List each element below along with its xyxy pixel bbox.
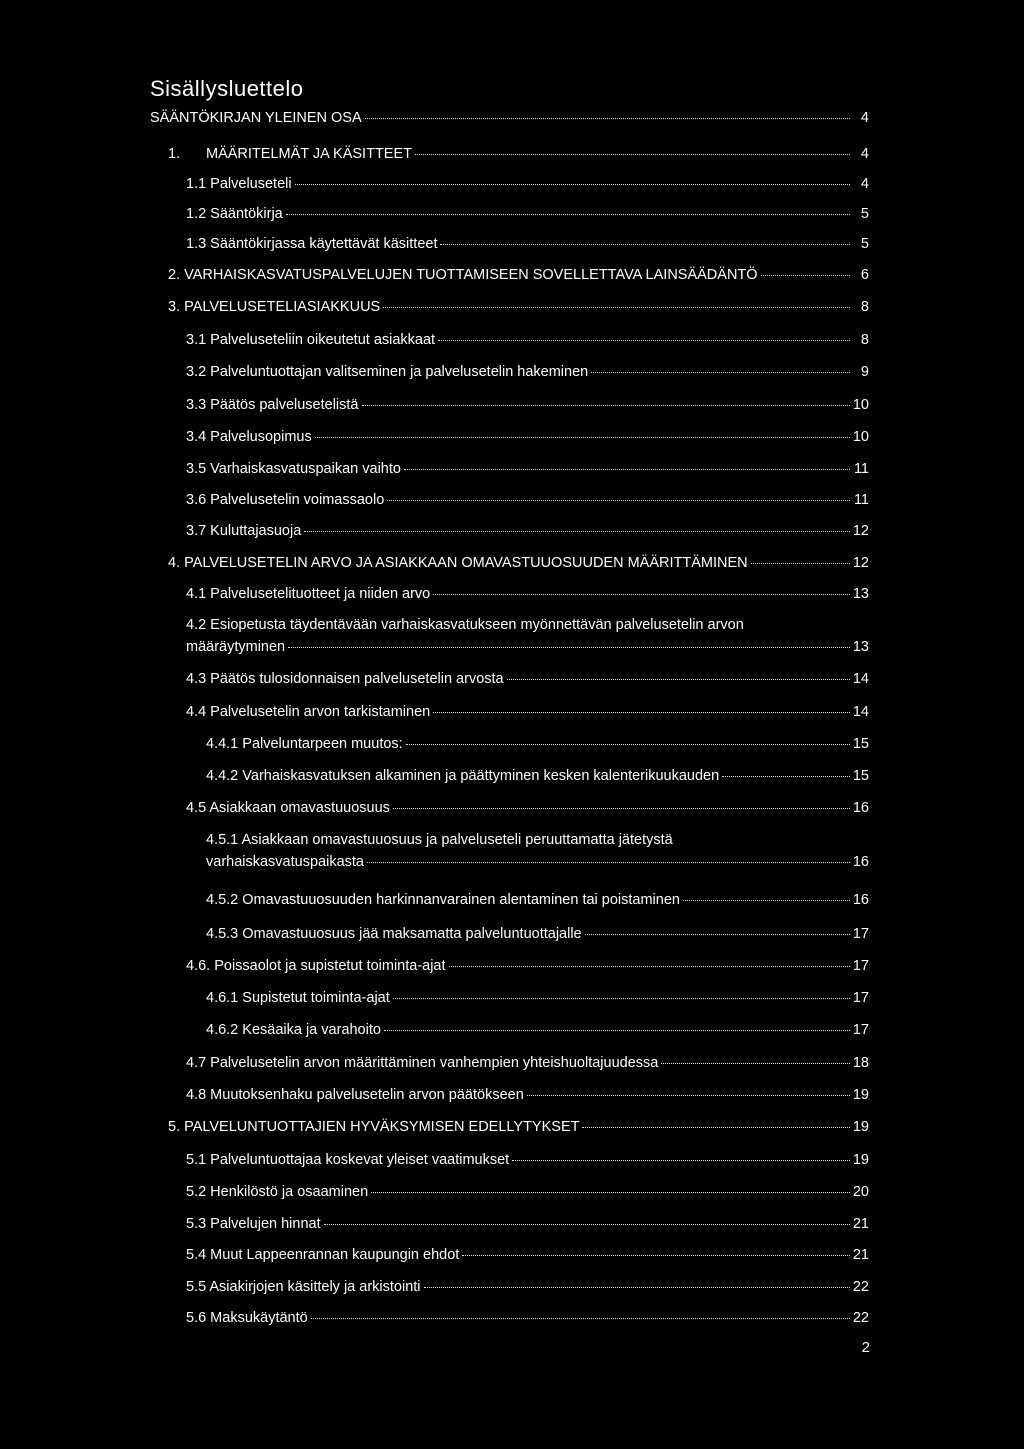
toc-entry-page: 17	[852, 958, 869, 974]
dot-leader	[440, 242, 850, 245]
dot-leader	[683, 898, 850, 901]
toc-entry-label: 1.2 Sääntökirja	[186, 206, 283, 222]
toc-entry-page: 14	[852, 671, 869, 687]
toc-entry-label: 3. PALVELUSETELIASIAKKUUS	[168, 299, 381, 315]
toc-entry-page: 22	[852, 1279, 869, 1295]
toc-entry[interactable]	[186, 1276, 869, 1298]
toc-entry-page: 15	[852, 768, 869, 784]
toc-entry-label: 4.1 Palvelusetelituotteet ja niiden arvo	[186, 586, 431, 602]
toc-entry[interactable]	[186, 203, 869, 225]
toc-entry[interactable]	[206, 765, 869, 787]
toc-entry[interactable]	[186, 520, 869, 542]
dot-leader	[582, 1125, 849, 1128]
toc-entry-label: 3.3 Päätös palvelusetelistä	[186, 397, 359, 413]
toc-entry[interactable]	[186, 701, 869, 723]
dot-leader	[661, 1061, 850, 1064]
toc-entry[interactable]	[186, 955, 869, 977]
dot-leader	[438, 338, 850, 341]
toc-entry-label: 3.6 Palvelusetelin voimassaolo	[186, 492, 385, 508]
toc-entry-page: 16	[852, 854, 869, 870]
dot-leader	[288, 645, 850, 648]
toc-entry[interactable]	[206, 889, 869, 911]
toc-entry-page: 17	[852, 926, 869, 942]
toc-entry[interactable]	[186, 668, 869, 690]
dot-leader	[591, 370, 850, 373]
dot-leader	[415, 152, 850, 155]
toc-entry[interactable]	[186, 614, 869, 658]
toc-entry-page: 11	[853, 492, 869, 508]
toc-entry-page: 9	[860, 364, 869, 380]
toc-entry-page: 19	[852, 1152, 869, 1168]
dot-leader	[365, 116, 850, 119]
dot-leader	[449, 964, 850, 967]
toc-entry-label: 4.6.2 Kesäaika ja varahoito	[206, 1022, 381, 1038]
toc-entry[interactable]	[186, 1244, 869, 1266]
toc-entry-page: 21	[852, 1216, 869, 1232]
toc-entry-page: 16	[852, 800, 869, 816]
dot-leader	[315, 435, 850, 438]
toc-entry-label: 3.1 Palveluseteliin oikeutetut asiakkaat	[186, 332, 436, 348]
toc-entry-page: 14	[852, 704, 869, 720]
dot-leader	[393, 806, 850, 809]
dot-leader	[384, 1028, 850, 1031]
dot-leader	[424, 1285, 850, 1288]
toc-entry[interactable]	[150, 107, 869, 129]
dot-leader	[367, 860, 850, 863]
toc-entry[interactable]	[186, 797, 869, 819]
dot-leader	[433, 592, 850, 595]
toc-entry[interactable]	[186, 233, 869, 255]
dot-leader	[387, 498, 850, 501]
toc-entry-page: 20	[852, 1184, 869, 1200]
toc-entry-page: 16	[852, 892, 869, 908]
toc-entry-label: 4.7 Palvelusetelin arvon määrittäminen vanhempien yhteishuoltajuudessa	[186, 1055, 659, 1071]
toc-entry-label: 3.5 Varhaiskasvatuspaikan vaihto	[186, 461, 401, 477]
dot-leader	[462, 1253, 850, 1256]
toc-entry-page: 10	[852, 429, 869, 445]
dot-leader	[311, 1316, 850, 1319]
toc-entry-page: 17	[852, 1022, 869, 1038]
toc-entry[interactable]	[206, 987, 869, 1009]
toc-entry-page: 5	[860, 236, 869, 252]
toc-entry[interactable]	[186, 1181, 869, 1203]
toc-entry-page: 22	[852, 1310, 869, 1326]
toc-entry-page: 19	[852, 1119, 869, 1135]
toc-entry[interactable]	[186, 1307, 869, 1329]
toc-title: Sisällysluettelo	[150, 76, 304, 101]
toc-entry[interactable]	[186, 361, 869, 383]
toc-entry-label: 4.4.1 Palveluntarpeen muutos:	[206, 736, 403, 752]
toc-entry[interactable]	[186, 1149, 869, 1171]
dot-leader	[324, 1222, 850, 1225]
toc-entry-label: MÄÄRITELMÄT JA KÄSITTEET	[206, 146, 412, 162]
toc-entry-label: 4.5.1 Asiakkaan omavastuuosuus ja palveluseteli peruuttamatta jätetystä	[206, 832, 673, 848]
dot-leader	[393, 996, 850, 999]
toc-entry-page: 4	[860, 146, 869, 162]
toc-entry[interactable]	[168, 296, 869, 318]
toc-entry-label: 4.5 Asiakkaan omavastuuosuus	[186, 800, 390, 816]
toc-entry-label: 3.7 Kuluttajasuoja	[186, 523, 302, 539]
toc-entry-label: 5.5 Asiakirjojen käsittely ja arkistointi	[186, 1279, 421, 1295]
toc-entry-page: 8	[860, 299, 869, 315]
toc-entry-page: 8	[860, 332, 869, 348]
toc-entry-page: 18	[852, 1055, 869, 1071]
toc-entry-label-continued: varhaiskasvatuspaikasta	[206, 854, 364, 870]
toc-entry-page: 17	[852, 990, 869, 1006]
toc-entry[interactable]	[168, 143, 869, 165]
toc-entry[interactable]	[206, 733, 869, 755]
toc-entry[interactable]	[186, 458, 869, 480]
toc-entry-label: 2. VARHAISKASVATUSPALVELUJEN TUOTTAMISEEN SOVELLETTAVA LAINSÄÄDÄNTÖ	[168, 267, 758, 283]
dot-leader	[362, 403, 850, 406]
dot-leader	[406, 742, 850, 745]
toc-entry-label: 1.3 Sääntökirjassa käytettävät käsitteet	[186, 236, 438, 252]
toc-entry[interactable]	[186, 173, 869, 195]
toc-entry-page: 19	[852, 1087, 869, 1103]
toc-entry-label: 3.4 Palvelusopimus	[186, 429, 312, 445]
toc-entry-number: 1.	[168, 146, 181, 162]
toc-entry-page: 11	[853, 461, 869, 477]
toc-entry-label: 4.2 Esiopetusta täydentävään varhaiskasvatukseen myönnettävän palvelusetelin arvon	[186, 617, 744, 633]
toc-entry-page: 13	[852, 586, 869, 602]
toc-entry-page: 6	[860, 267, 869, 283]
toc-entry-label: 1.1 Palveluseteli	[186, 176, 292, 192]
toc-entry-label: 4.4.2 Varhaiskasvatuksen alkaminen ja päättyminen kesken kalenterikuukauden	[206, 768, 720, 784]
dot-leader	[371, 1190, 850, 1193]
toc-entry[interactable]	[186, 329, 869, 351]
toc-entry[interactable]	[186, 489, 869, 511]
toc-entry-label: 4.8 Muutoksenhaku palvelusetelin arvon päätökseen	[186, 1087, 524, 1103]
toc-entry[interactable]	[186, 583, 869, 605]
toc-entry[interactable]	[186, 1213, 869, 1235]
toc-entry-label: 5.3 Palvelujen hinnat	[186, 1216, 321, 1232]
toc-entry-label: SÄÄNTÖKIRJAN YLEINEN OSA	[150, 110, 362, 126]
toc-entry-label: 4.5.2 Omavastuuosuuden harkinnanvarainen alentaminen tai poistaminen	[206, 892, 680, 908]
toc-entry-page: 5	[860, 206, 869, 222]
toc-entry-label: 4. PALVELUSETELIN ARVO JA ASIAKKAAN OMAVASTUUOSUUDEN MÄÄRITTÄMINEN	[168, 555, 748, 571]
toc-entry-page: 12	[852, 555, 869, 571]
dot-leader	[512, 1158, 850, 1161]
toc-entry[interactable]	[186, 426, 869, 448]
toc-entry[interactable]	[186, 1084, 869, 1106]
dot-leader	[722, 774, 850, 777]
toc-entry-label: 4.5.3 Omavastuuosuus jää maksamatta palveluntuottajalle	[206, 926, 582, 942]
dot-leader	[304, 529, 850, 532]
dot-leader	[383, 305, 850, 308]
dot-leader	[295, 182, 850, 185]
toc-entry-label: 4.6.1 Supistetut toiminta-ajat	[206, 990, 390, 1006]
toc-entry[interactable]	[186, 1052, 869, 1074]
toc-entry-label: 5.6 Maksukäytäntö	[186, 1310, 308, 1326]
toc-entry[interactable]	[168, 1116, 869, 1138]
dot-leader	[527, 1093, 850, 1096]
dot-leader	[433, 710, 850, 713]
toc-entry[interactable]	[206, 829, 869, 873]
toc-entry-label: 5.4 Muut Lappeenrannan kaupungin ehdot	[186, 1247, 460, 1263]
toc-entry-label: 5.1 Palveluntuottajaa koskevat yleiset vaatimukset	[186, 1152, 510, 1168]
dot-leader	[751, 561, 850, 564]
toc-entry[interactable]	[186, 394, 869, 416]
toc-entry-label: 5. PALVELUNTUOTTAJIEN HYVÄKSYMISEN EDELLYTYKSET	[168, 1119, 580, 1135]
toc-entry-page: 4	[860, 176, 869, 192]
toc-entry-page: 13	[852, 639, 869, 655]
toc-entry-label: 4.3 Päätös tulosidonnaisen palvelusetelin arvosta	[186, 671, 504, 687]
toc-entry-label: 5.2 Henkilöstö ja osaaminen	[186, 1184, 369, 1200]
dot-leader	[507, 677, 850, 680]
toc-entry[interactable]	[206, 1019, 869, 1041]
dot-leader	[761, 273, 850, 276]
toc-entry-page: 12	[852, 523, 869, 539]
toc-entry[interactable]	[168, 264, 869, 286]
toc-entry-label-continued: määräytyminen	[186, 639, 286, 655]
toc-entry[interactable]	[206, 923, 869, 945]
toc-entry-label: 4.6. Poissaolot ja supistetut toiminta-ajat	[186, 958, 446, 974]
dot-leader	[404, 467, 850, 470]
toc-entry-page: 21	[852, 1247, 869, 1263]
toc-entry-page: 15	[852, 736, 869, 752]
dot-leader	[286, 212, 850, 215]
toc-entry-page: 4	[860, 110, 869, 126]
toc-entry-label: 3.2 Palveluntuottajan valitseminen ja palvelusetelin hakeminen	[186, 364, 589, 380]
toc-entry[interactable]	[168, 552, 869, 574]
toc-entry-page: 10	[852, 397, 869, 413]
page-number: 2	[861, 1339, 870, 1356]
toc-entry-label: 4.4 Palvelusetelin arvon tarkistaminen	[186, 704, 431, 720]
dot-leader	[585, 932, 850, 935]
